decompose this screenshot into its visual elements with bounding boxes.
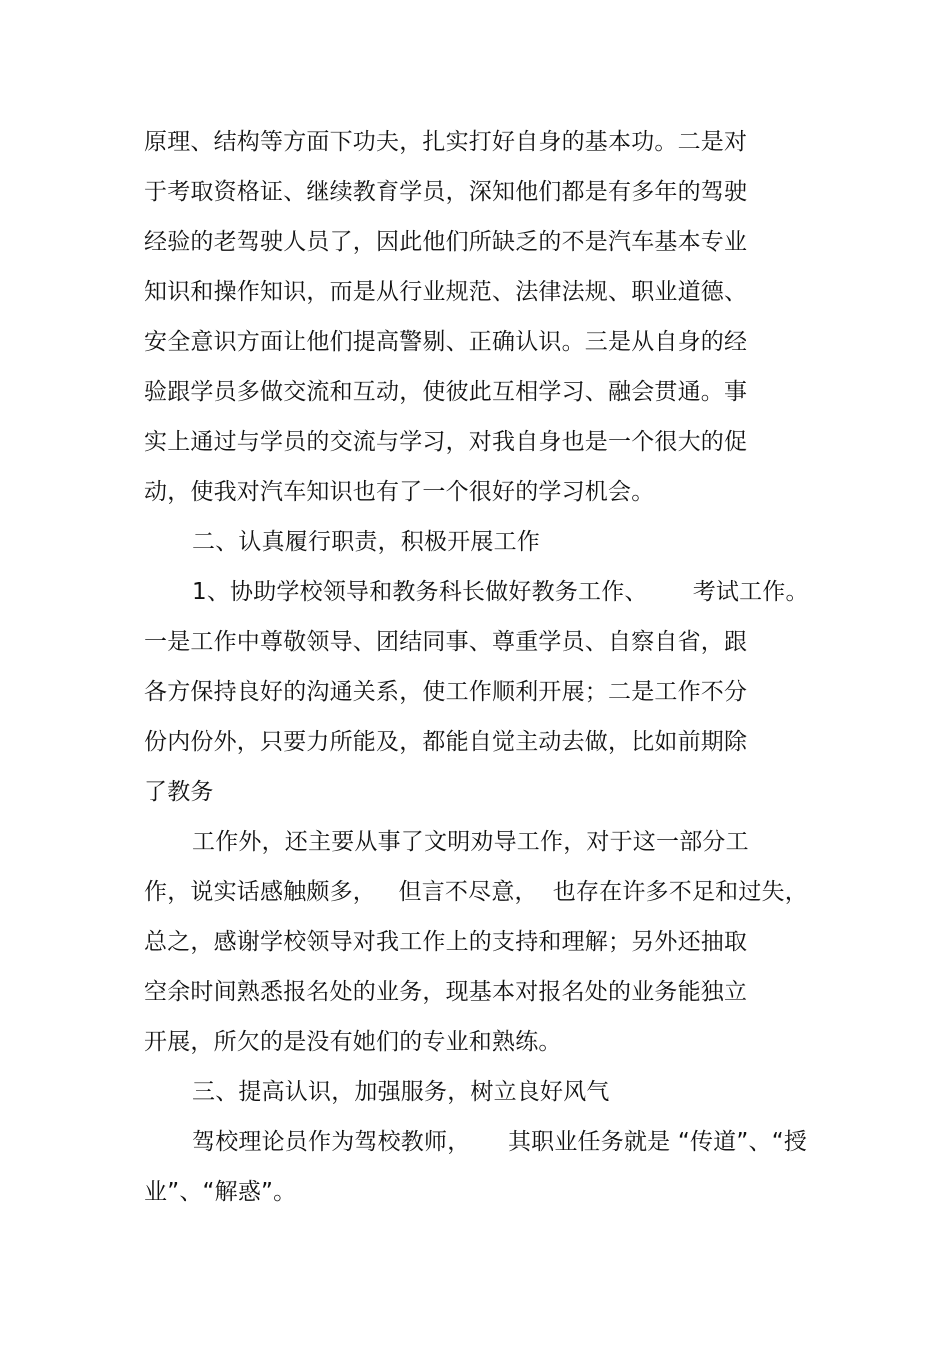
section-heading: 三、提高认识，加强服务，树立良好风气 <box>192 1079 610 1105</box>
text-line: 总之，感谢学校领导对我工作上的支持和理解；另外还抽取 <box>144 929 748 955</box>
text-line: 份内份外，只要力所能及，都能自觉主动去做，比如前期除 <box>144 729 748 755</box>
text-line: 一是工作中尊敬领导、团结同事、尊重学员、自察自省，跟 <box>144 629 748 655</box>
text-line: 业”、“解惑”。 <box>144 1179 297 1205</box>
text-line: 工作外，还主要从事了文明劝导工作，对于这一部分工 <box>192 829 749 855</box>
text-line: 经验的老驾驶人员了，因此他们所缺乏的不是汽车基本专业 <box>144 229 748 255</box>
text-line: 作，说实话感触颇多， 但言不尽意， 也存在许多不足和过失， <box>144 879 808 905</box>
text-line: 实上通过与学员的交流与学习，对我自身也是一个很大的促 <box>144 429 748 455</box>
text-line: 空余时间熟悉报名处的业务，现基本对报名处的业务能独立 <box>144 979 748 1005</box>
text-line: 驾校理论员作为驾校教师， 其职业任务就是 “传道”、“授 <box>192 1129 808 1155</box>
text-line: 各方保持良好的沟通关系，使工作顺利开展；二是工作不分 <box>144 679 748 705</box>
text-line: 了教务 <box>144 779 214 805</box>
text-line: 1、协助学校领导和教务科长做好教务工作、 考试工作。 <box>192 579 809 605</box>
text-line: 知识和操作知识，而是从行业规范、法律法规、职业道德、 <box>144 279 748 305</box>
section-heading: 二、认真履行职责，积极开展工作 <box>192 529 540 555</box>
text-line: 动，使我对汽车知识也有了一个很好的学习机会。 <box>144 479 655 505</box>
text-line: 安全意识方面让他们提高警剔、正确认识。三是从自身的经 <box>144 329 748 355</box>
text-line: 原理、结构等方面下功夫，扎实打好自身的基本功。二是对 <box>144 129 748 155</box>
text-line: 开展，所欠的是没有她们的专业和熟练。 <box>144 1029 562 1055</box>
text-line: 于考取资格证、继续教育学员，深知他们都是有多年的驾驶 <box>144 179 748 205</box>
text-line: 验跟学员多做交流和互动，使彼此互相学习、融会贯通。事 <box>144 379 748 405</box>
